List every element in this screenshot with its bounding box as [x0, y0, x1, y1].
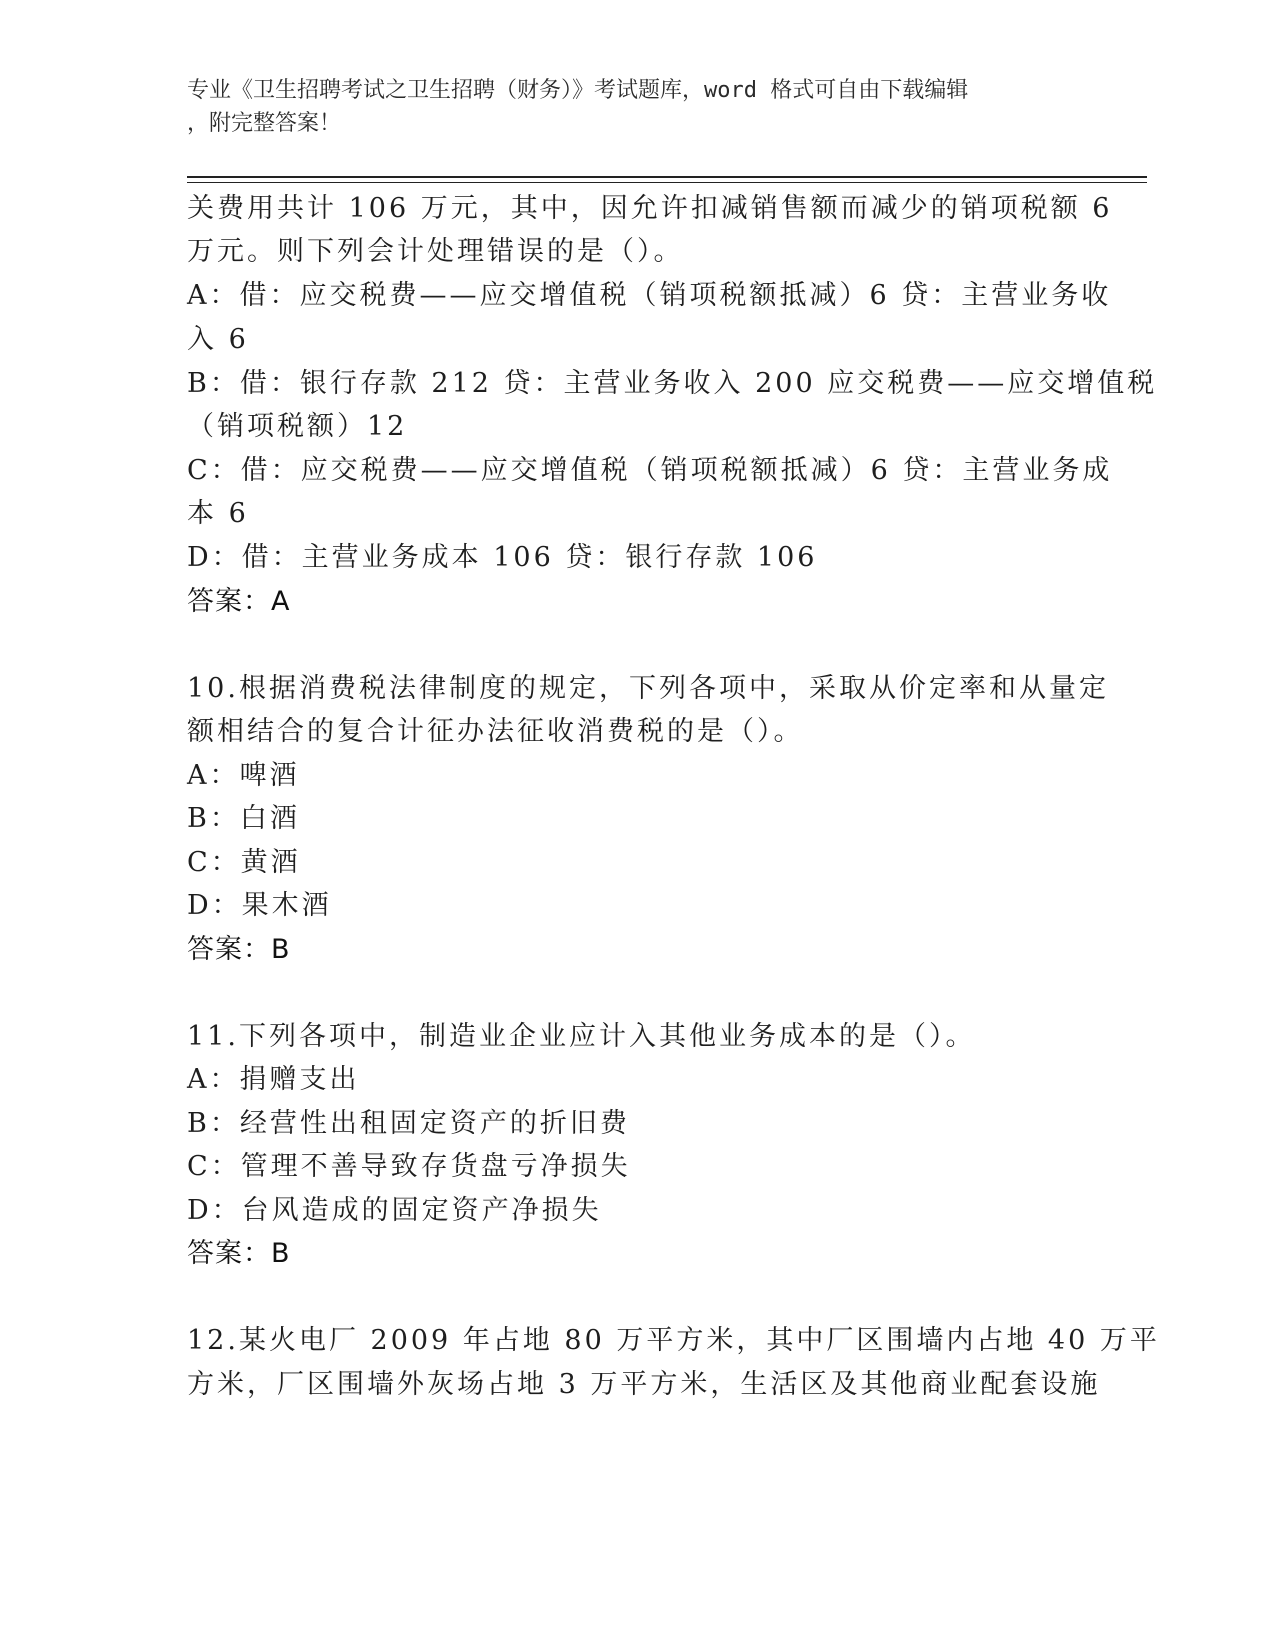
q10-option-b: B：白酒 [187, 803, 300, 834]
header-line-2: ，附完整答案！ [187, 111, 342, 136]
header-divider-thin [187, 182, 1147, 183]
q11-option-a: A：捐赠支出 [187, 1064, 360, 1095]
q11-answer: 答案：B [187, 1238, 291, 1269]
q9-option-b-line-2: （销项税额）12 [187, 411, 408, 442]
q9-stem-line-1: 关费用共计 106 万元，其中，因允许扣减销售额而减少的销项税额 6 [187, 193, 1113, 224]
q11-option-b: B：经营性出租固定资产的折旧费 [187, 1108, 630, 1139]
q11-stem-line-1: 11.下列各项中，制造业企业应计入其他业务成本的是（）。 [187, 1021, 976, 1052]
q9-option-c-line-2: 本 6 [187, 498, 249, 529]
header-divider-thick [187, 176, 1147, 178]
q9-answer: 答案：A [187, 586, 291, 617]
q9-option-d: D：借：主营业务成本 106 贷：银行存款 106 [187, 542, 818, 573]
q10-answer: 答案：B [187, 934, 291, 965]
q9-option-a-line-1: A：借：应交税费——应交增值税（销项税额抵减）6 贷：主营业务收 [187, 280, 1112, 311]
document-header [187, 74, 1087, 140]
q9-option-c-line-1: C：借：应交税费——应交增值税（销项税额抵减）6 贷：主营业务成 [187, 455, 1113, 486]
q10-option-a: A：啤酒 [187, 760, 300, 791]
q10-option-d: D：果木酒 [187, 890, 332, 921]
q11-option-d: D：台风造成的固定资产净损失 [187, 1195, 602, 1226]
q10-stem-line-1: 10.根据消费税法律制度的规定，下列各项中，采取从价定率和从量定 [187, 673, 1109, 704]
q9-stem-line-2: 万元。则下列会计处理错误的是（）。 [187, 236, 684, 267]
q11-option-c: C：管理不善导致存货盘亏净损失 [187, 1151, 631, 1182]
header-line-1: 专业《卫生招聘考试之卫生招聘（财务）》考试题库，word 格式可自由下载编辑 [187, 78, 969, 103]
q10-option-c: C：黄酒 [187, 847, 301, 878]
q12-stem-line-1: 12.某火电厂 2009 年占地 80 万平方米，其中厂区围墙内占地 40 万平 [187, 1325, 1160, 1356]
q9-option-b-line-1: B：借：银行存款 212 贷：主营业务收入 200 应交税费——应交增值税 [187, 368, 1158, 399]
q9-option-a-line-2: 入 6 [187, 324, 249, 355]
q10-stem-line-2: 额相结合的复合计征办法征收消费税的是（）。 [187, 716, 804, 747]
q12-stem-line-2: 方米，厂区围墙外灰场占地 3 万平方米，生活区及其他商业配套设施 [187, 1369, 1101, 1400]
